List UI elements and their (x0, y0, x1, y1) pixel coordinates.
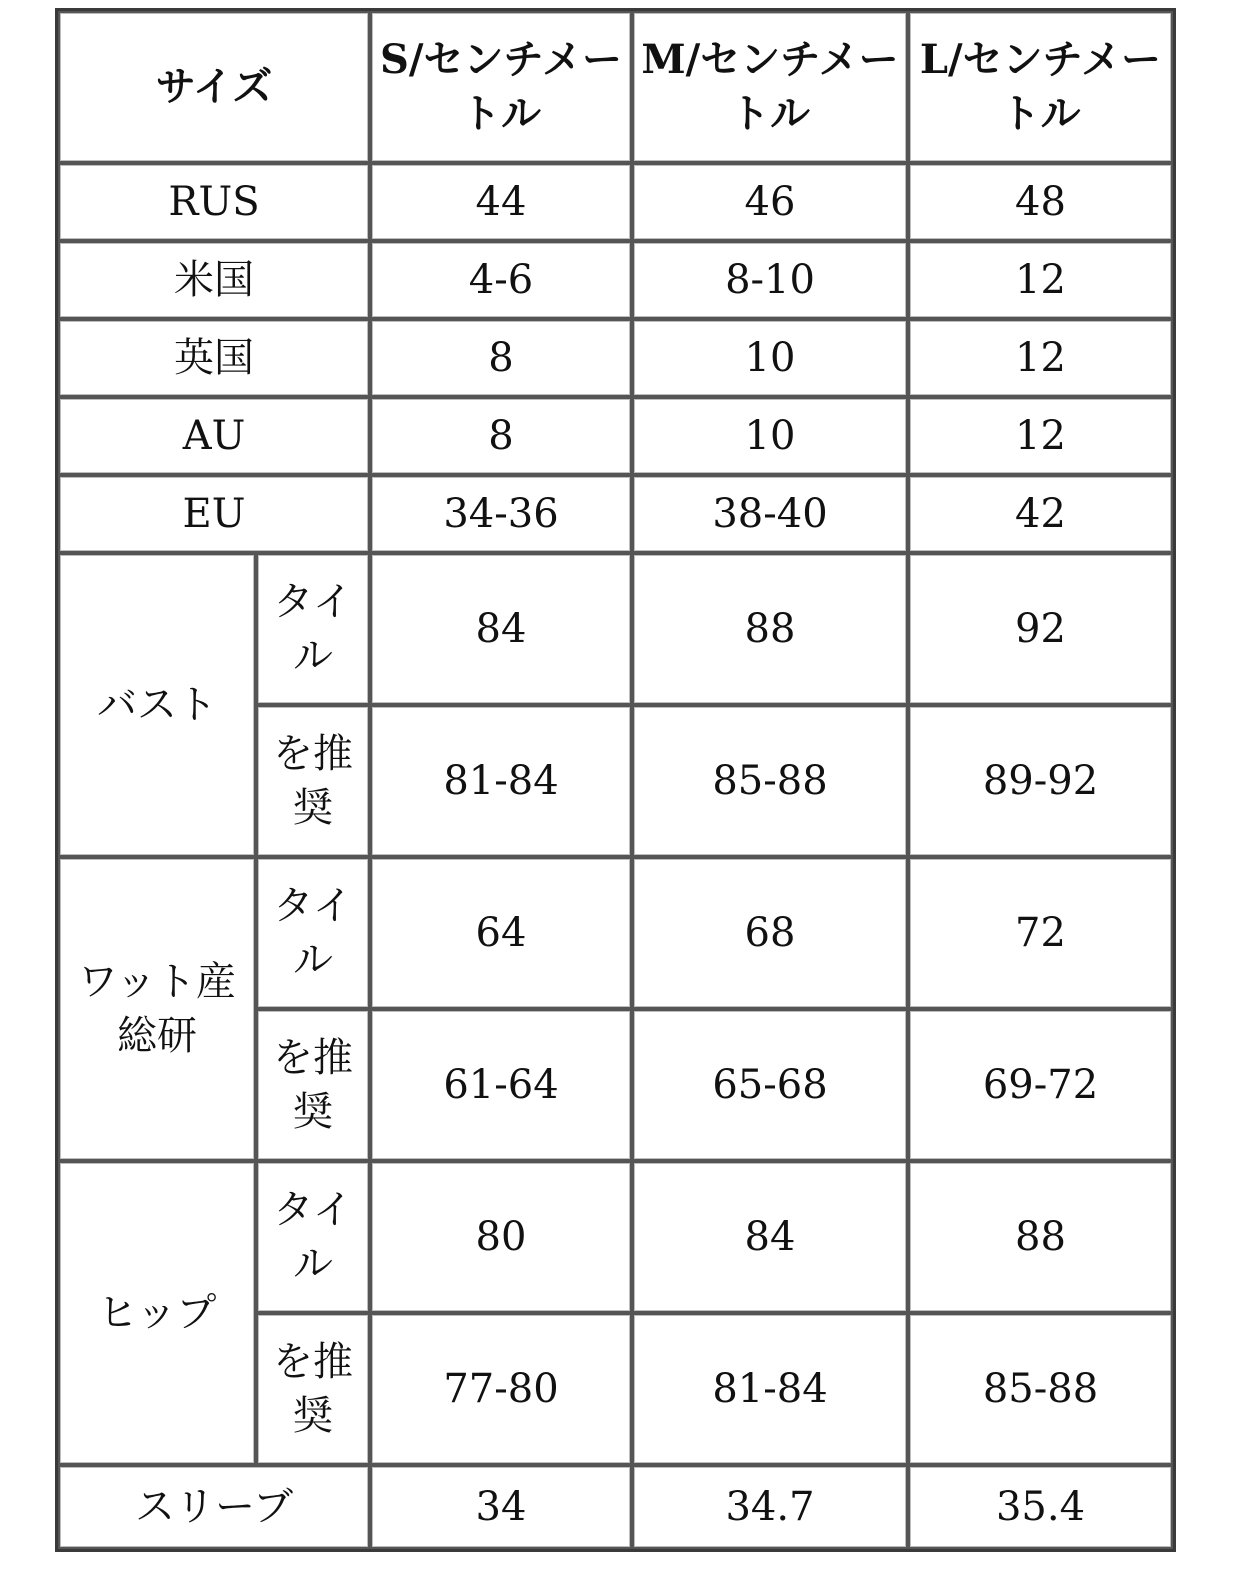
size-header-cell: サイズ (58, 11, 370, 163)
row-label: 英国 (58, 319, 370, 397)
table-cell: 34.7 (632, 1465, 908, 1549)
table-cell: 8 (370, 319, 632, 397)
table-cell: 84 (632, 1161, 908, 1313)
row-label: RUS (58, 163, 370, 241)
table-cell: 88 (632, 553, 908, 705)
table-cell: 64 (370, 857, 632, 1009)
table-row (58, 553, 1173, 705)
table-cell: 61-64 (370, 1009, 632, 1161)
group-label-hip: ヒップ (58, 1161, 256, 1465)
group-label-waist: ワット産総研 (58, 857, 256, 1161)
table-cell: 35.4 (908, 1465, 1173, 1549)
table-cell: 10 (632, 319, 908, 397)
table-cell: 46 (632, 163, 908, 241)
table-cell: 4-6 (370, 241, 632, 319)
size-chart-table (55, 8, 1176, 1552)
sub-row-label: を推奨 (256, 1313, 370, 1465)
row-label: 米国 (58, 241, 370, 319)
table-cell: 10 (632, 397, 908, 475)
table-cell: 69-72 (908, 1009, 1173, 1161)
table-cell: 85-88 (908, 1313, 1173, 1465)
table-cell: 38-40 (632, 475, 908, 553)
column-header-m: M/センチメートル (632, 11, 908, 163)
table-cell: 8 (370, 397, 632, 475)
table-cell: 42 (908, 475, 1173, 553)
table-cell: 89-92 (908, 705, 1173, 857)
table-cell: 92 (908, 553, 1173, 705)
table-cell: 34-36 (370, 475, 632, 553)
table-row (58, 1465, 1173, 1549)
table-cell: 8-10 (632, 241, 908, 319)
table-cell: 81-84 (370, 705, 632, 857)
table-row (58, 241, 1173, 319)
table-cell: 12 (908, 397, 1173, 475)
table-row (58, 475, 1173, 553)
sub-row-label: タイル (256, 857, 370, 1009)
table-cell: 81-84 (632, 1313, 908, 1465)
sub-row-label: を推奨 (256, 1009, 370, 1161)
row-label: スリーブ (58, 1465, 370, 1549)
table-cell: 88 (908, 1161, 1173, 1313)
column-header-s: S/センチメートル (370, 11, 632, 163)
column-header-l: L/センチメートル (908, 11, 1173, 163)
row-label: AU (58, 397, 370, 475)
table-row (58, 319, 1173, 397)
sub-row-label: タイル (256, 1161, 370, 1313)
header-row (58, 11, 1173, 163)
table-cell: 12 (908, 319, 1173, 397)
sub-row-label: タイル (256, 553, 370, 705)
row-label: EU (58, 475, 370, 553)
table-cell: 72 (908, 857, 1173, 1009)
table-cell: 34 (370, 1465, 632, 1549)
table-cell: 80 (370, 1161, 632, 1313)
table-cell: 44 (370, 163, 632, 241)
table-row (58, 397, 1173, 475)
table-cell: 12 (908, 241, 1173, 319)
table-cell: 84 (370, 553, 632, 705)
table-cell: 85-88 (632, 705, 908, 857)
table-cell: 77-80 (370, 1313, 632, 1465)
table-row (58, 1161, 1173, 1313)
table-row (58, 163, 1173, 241)
table-cell: 48 (908, 163, 1173, 241)
table-cell: 68 (632, 857, 908, 1009)
group-label-bust: バスト (58, 553, 256, 857)
sub-row-label: を推奨 (256, 705, 370, 857)
table-cell: 65-68 (632, 1009, 908, 1161)
table-row (58, 857, 1173, 1009)
